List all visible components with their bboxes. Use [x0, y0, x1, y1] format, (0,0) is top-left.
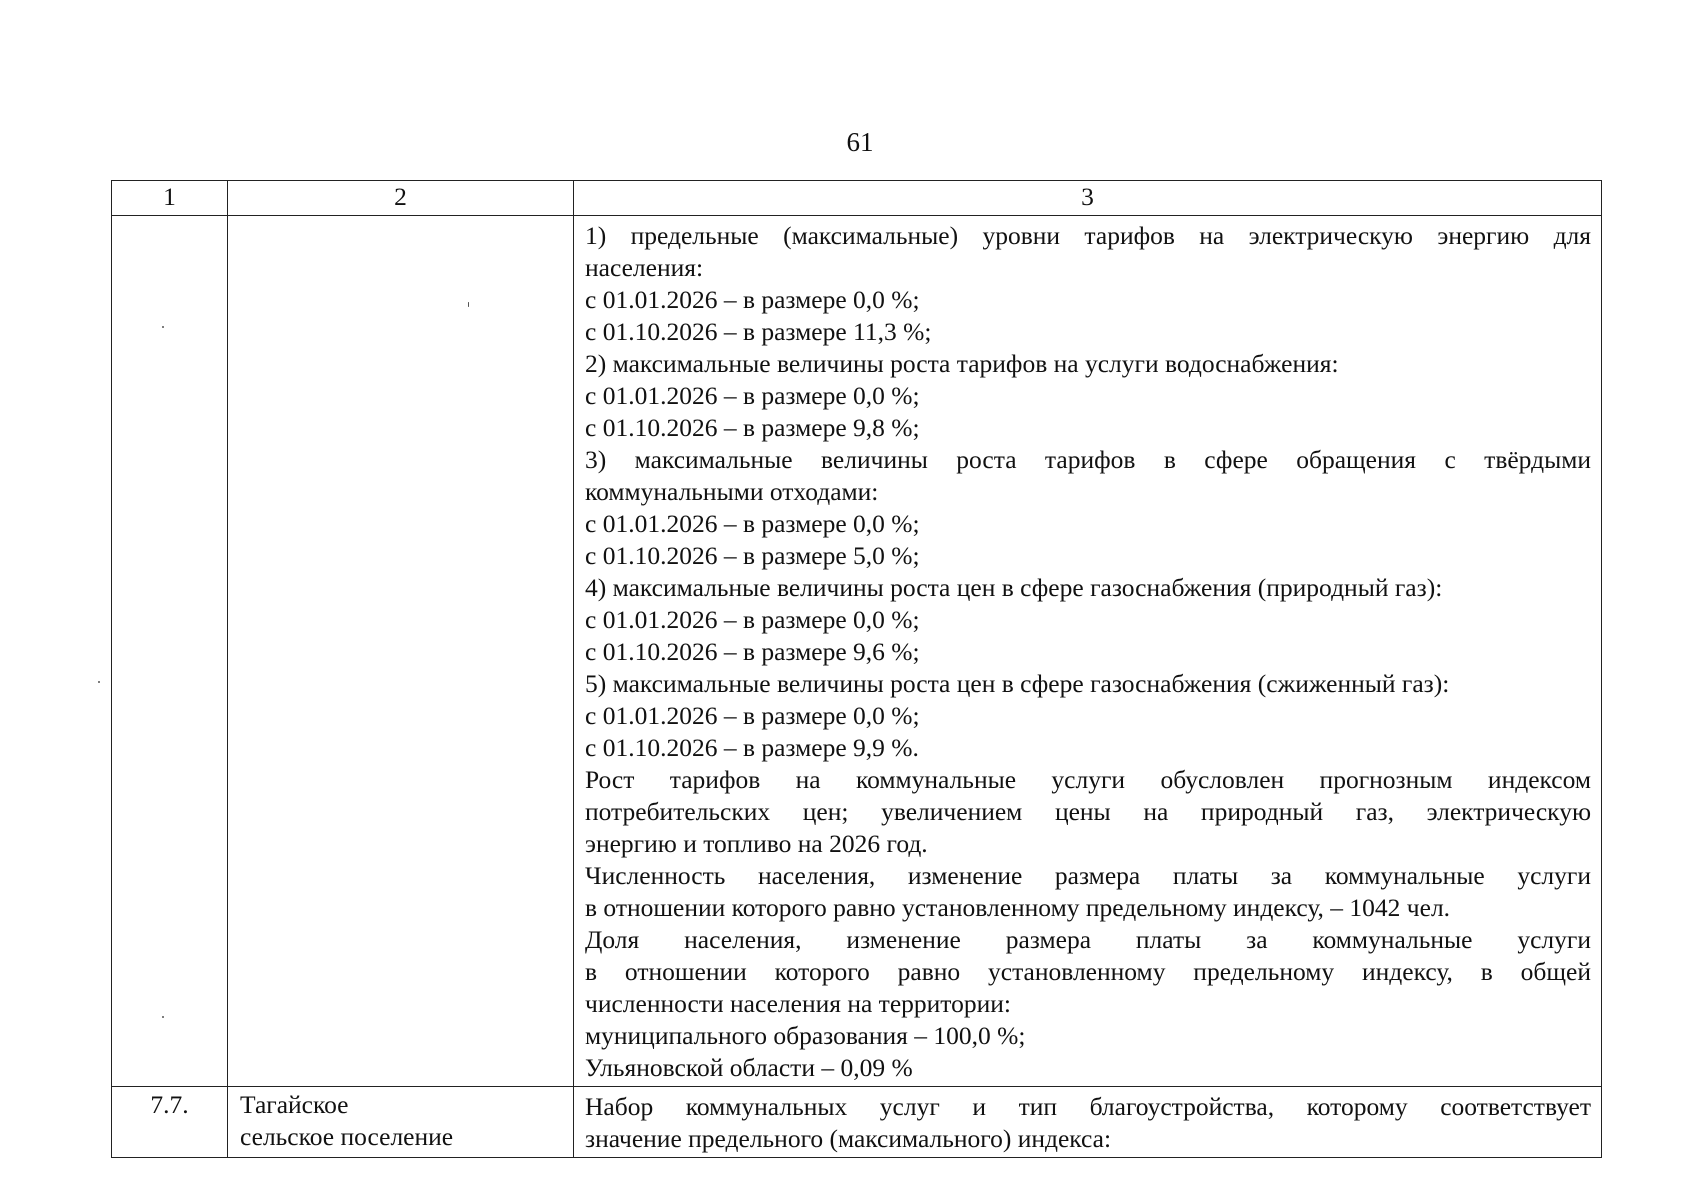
- text-line: с 01.01.2026 – в размере 0,0 %;: [585, 509, 920, 538]
- text-line: с 01.01.2026 – в размере 0,0 %;: [585, 701, 920, 730]
- page-number: 61: [846, 127, 874, 157]
- text-line: с 01.10.2026 – в размере 11,3 %;: [585, 317, 932, 346]
- header-cell-2: 2: [228, 181, 574, 216]
- text-line: Ульяновской области – 0,09 %: [585, 1053, 913, 1082]
- text-line: энергию и топливо на 2026 год.: [585, 829, 928, 858]
- settlement-name-line: Тагайское: [240, 1090, 349, 1119]
- scan-speck: [98, 681, 100, 683]
- text-line: значение предельного (максимального) индекса:: [585, 1124, 1112, 1153]
- text-line: Численность населения, изменение размера платы за коммунальные услуги: [585, 861, 1591, 890]
- text-line: Рост тарифов на коммунальные услуги обусловлен прогнозным индексом: [585, 765, 1591, 794]
- text-line: с 01.01.2026 – в размере 0,0 %;: [585, 605, 920, 634]
- text-line: 1) предельные (максимальные) уровни тарифов на электрическую энергию для: [585, 221, 1591, 250]
- settlement-name-line: сельское поселение: [240, 1122, 454, 1151]
- text-line: в отношении которого равно установленному предельному индексу, – 1042 чел.: [585, 893, 1451, 922]
- text-line: Доля населения, изменение размера платы за коммунальные услуги: [585, 925, 1591, 954]
- text-line: с 01.01.2026 – в размере 0,0 %;: [585, 381, 920, 410]
- text-line: с 01.10.2026 – в размере 9,9 %.: [585, 733, 919, 762]
- tariff-description-cell: [574, 216, 1602, 1087]
- text-line: коммунальными отходами:: [585, 477, 879, 506]
- tariff-description-cell: [574, 1087, 1602, 1158]
- text-line: с 01.01.2026 – в размере 0,0 %;: [585, 285, 920, 314]
- text-line: 2) максимальные величины роста тарифов на услуги водоснабжения:: [585, 349, 1339, 378]
- text-line: 5) максимальные величины роста цен в сфере газоснабжения (сжиженный газ):: [585, 669, 1450, 698]
- text-line: с 01.10.2026 – в размере 5,0 %;: [585, 541, 920, 570]
- text-line: Набор коммунальных услуг и тип благоустройства, которому соответствует: [585, 1092, 1591, 1121]
- table-row-7-7: [112, 1087, 1602, 1158]
- settlement-name-cell: [228, 1087, 574, 1158]
- settlement-name-cell: [228, 216, 574, 1087]
- text-line: 4) максимальные величины роста цен в сфере газоснабжения (природный газ):: [585, 573, 1443, 602]
- text-line: населения:: [585, 253, 704, 282]
- table-header-row: [112, 181, 1602, 216]
- text-line: с 01.10.2026 – в размере 9,6 %;: [585, 637, 920, 666]
- row-number-cell: [112, 216, 228, 1087]
- text-line: с 01.10.2026 – в размере 9,8 %;: [585, 413, 920, 442]
- scan-speck: [162, 1016, 164, 1018]
- text-line: 3) максимальные величины роста тарифов в сфере обращения с твёрдыми: [585, 445, 1591, 474]
- text-line: в отношении которого равно установленному предельному индексу, в общей: [585, 957, 1591, 986]
- table-row-continued: [112, 216, 1602, 1087]
- text-line: численности населения на территории:: [585, 989, 1011, 1018]
- scan-speck: [162, 326, 164, 328]
- text-line: муниципального образования – 100,0 %;: [585, 1021, 1026, 1050]
- header-cell-3: 3: [574, 181, 1602, 216]
- header-cell-1: 1: [112, 181, 228, 216]
- tariff-table: [111, 180, 1602, 1158]
- text-line: потребительских цен; увеличением цены на природный газ, электрическую: [585, 797, 1591, 826]
- row-number-cell: 7.7.: [112, 1087, 228, 1158]
- scan-speck: [468, 302, 469, 307]
